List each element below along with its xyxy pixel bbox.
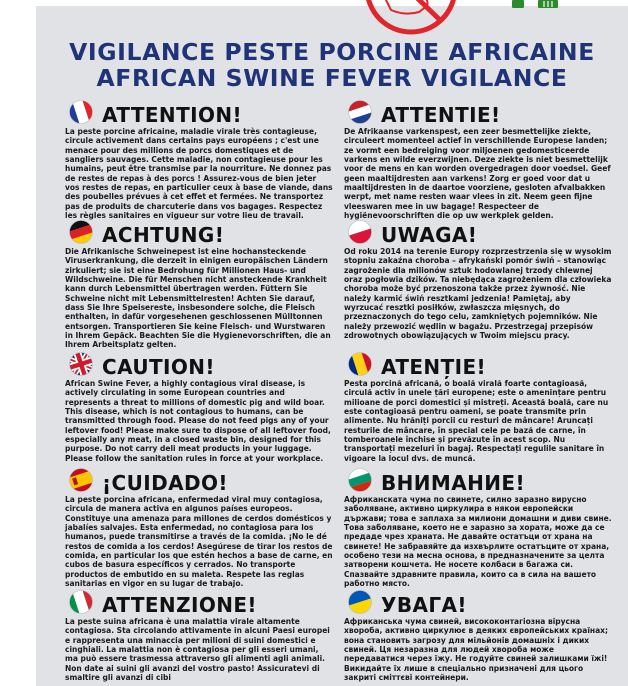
main-title-en: AFRICAN SWINE FEVER VIGILANCE [96,64,568,92]
section-bulgarian [344,466,612,588]
heading-pl: UWAGA! [381,223,478,247]
text-nl: De Afrikaanse varkenspest, een zeer besmettelijke ziekte, circuleert momenteel actief in verschillende Europese landen; ze vormt een bedreiging voor miljoenen gedomesticeerde varkens en wilde everzwijnen. Deze ziekte is niet besmettelijk voor de mens en kan worden overgedragen door voedsel. Geef geen maaltijdresten aan varkens! Zorg er goed voor dat u maaltijdresten in de daartoe voorziene, gesloten afvalbakken werpt, met name resten waar vlees in zit. Neem geen fijne vleeswaren mee in uw bagage! Respecteer de hygiënevoorschriften die op uw werkplek gelden. [344,127,611,221]
section-english [65,350,333,463]
spain-flag-icon [65,466,97,494]
section-spanish [65,466,333,588]
text-fr: La peste porcine africaine, maladie virale très contagieuse, circule activement dans certains pays européens ; c'est une menace pour des millions de porcs domestiques et de sangliers sauvages. Cette maladie, non contagieuse pour les humains, peut être transmise par la nourriture. Ne donnez pas de restes de repas à des porcs ! Assurez-vous de bien jeter vos restes de repas, en particulier ceux à base de viande, dans des poubelles prévues à cet effet et fermées. Ne transportez pas de produits de charcuterie dans vos bagages. Respectez les règles sanitaires en vigueur sur votre lieu de travail. [65,127,333,221]
uk-flag-icon [65,350,97,378]
section-ukrainian [344,588,612,682]
text-ro: Pesta porcină africană, o boală virală foarte contagioasă, circulă activ în unele țări europene; este o amenințare pentru milioane de porci domestici și mistreți. Această boală, care nu este contagioasă pentru oameni, se poate transmite prin alimente. Nu hrăniți porcii cu resturi de mâncare! Aruncați resturile de mâncare, în special cele pe bază de carne, în tomberoanele închise și prevăzute în acest scop. Nu transportați mezeluri în bagaj. Respectați regulile sanitare în vigoare la locul dvs. de muncă. [344,379,609,463]
germany-flag-icon [65,218,97,246]
section-polish [344,218,612,340]
heading-en: CAUTION! [102,355,215,379]
text-ua: Африканська чума свиней, висококонтагіозна вірусна хвороба, активно циркулює в деяких європейських країнах; вона становить загрозу для мільйонів домашніх і диких свиней. Ця незаразна для людей хвороба може передаватися через їжу. Не годуйте свиней залишками їжі! Викидайте їх лише в спеціально призначені для цього закриті сміттєві контейнери. [344,617,608,683]
heading-es: ¡CUIDADO! [102,471,228,495]
text-it: La peste suina africana è una malattia virale altamente contagiosa. Sta circolando attivamente in alcuni Paesi europei e rappresenta una minaccia per milioni di suini domestici e cinghiali. La malattia non è contagiosa per gli esseri umani, ma può essere trasmessa attraverso gli alimenti agli animali. Non date ai suini gli avanzi del vostro pasto! Assicuratevi di smaltire gli avanzi di cibi [65,617,330,683]
romania-flag-icon [344,350,376,378]
heading-bg: ВНИМАНИЕ! [381,471,525,495]
section-german [65,218,333,350]
text-de: Die Afrikanische Schweinepest ist eine hochansteckende Viruserkrankung, die derzeit in einigen europäischen Ländern zirkuliert; sie ist eine Bedrohung für Millionen Haus- und Wildschweine. Die für Menschen nicht ansteckende Krankheit kann durch Lebensmittel übertragen werden. Füttern Sie Schweine nicht mit Lebensmittelresten! Achten Sie darauf, dass Sie Ihre Speisereste, insbesondere solche, die Fleisch enthalten, in dafür vorgesehenen geschlossenen Mülltonnen entsorgen. Transportieren Sie keine Fleisch- und Wurstwaren in Ihrem Gepäck. Beachten Sie die Hygienevorschriften, die an Ihrem Arbeitsplatz gelten. [65,247,331,350]
heading-fr: ATTENTION! [102,103,243,127]
italy-flag-icon [65,588,97,616]
france-flag-icon [65,98,97,126]
section-french [65,98,333,220]
heading-ua: УВАГА! [381,593,467,617]
text-bg: Африканската чума по свинете, силно заразно вирусно заболяване, активно циркулира в някои европейски държави; това е заплаха за милиони домашни и диви свине. Това заболяване, което не е заразно за хората, може да се предаде чрез храната. Не давайте остатъци от храна на свинете! Не забравяйте да изхвърлите остатъците от храна, особено тези на месна основа, в предназначените за целта затворени кошчета. Не носете колбаси в багажа си. Спазвайте здравните правила, които са в сила на вашето работно място. [344,495,612,589]
bulgaria-flag-icon [344,466,376,494]
text-es: La peste porcina africana, enfermedad viral muy contagiosa, circula de manera activa en algunos países europeos. Constituye una amenaza para millones de cerdos domésticos y jabalíes salvajes. Esta enfermedad, no contagiosa para los humanos, puede transmitirse a través de la comida. ¡No le dé restos de comida a los cerdos! Asegúrese de tirar los restos de comida, en particular los que estén hechos a base de carne, en cubos de basura específicos y cerrados. No transporte productos de embutido en su maleta. Respete las reglas sanitarias en vigor en su lugar de trabajo. [65,495,333,589]
section-dutch [344,98,612,220]
ukraine-flag-icon [344,588,376,616]
poland-flag-icon [344,218,376,246]
heading-de: ACHTUNG! [102,223,225,247]
netherlands-flag-icon [344,98,376,126]
text-pl: Od roku 2014 na terenie Europy rozprzestrzenia się w wysokim stopniu zakaźna choroba – afrykański pomór świń – stanowiąc zagrożenie dla milionów sztuk hodowlanej trzody chlewnej oraz pogłowia dzików. Ta niebędąca zagrożeniem dla człowieka choroba może być przenoszona także przez żywność. Nie należy karmić świń resztkami jedzenia! Pamiętaj, aby wyrzucać resztki posiłków, zwłaszcza mięsnych, do przeznaczonych do tego celu, zamkniętych pojemników. Nie należy przewozić wędlin w bagażu. Przestrzegaj przepisów zdrowotnych obowiązujących w Twoim miejscu pracy. [344,247,612,341]
section-italian [65,588,333,682]
heading-ro: ATENȚIE! [381,355,487,379]
main-title-fr: VIGILANCE PESTE PORCINE AFRICAINE [69,38,595,66]
text-en: African Swine Fever, a highly contagious viral disease, is actively circulating in some European countries and represents a threat to millions of domestic pig and wild boar. This disease, which is not contagious to humans, can be transmitted through food. Please do not feed pigs any of your leftover food! Please make sure to dispose of all leftover food, especially any meat, in a closed waste bin, designed for this purpose. Do not carry deli meat products in your luggage. Please follow the sanitation rules in force at your workplace. [65,379,331,463]
section-romanian [344,350,612,463]
heading-it: ATTENZIONE! [102,593,257,617]
heading-nl: ATTENTIE! [381,103,501,127]
